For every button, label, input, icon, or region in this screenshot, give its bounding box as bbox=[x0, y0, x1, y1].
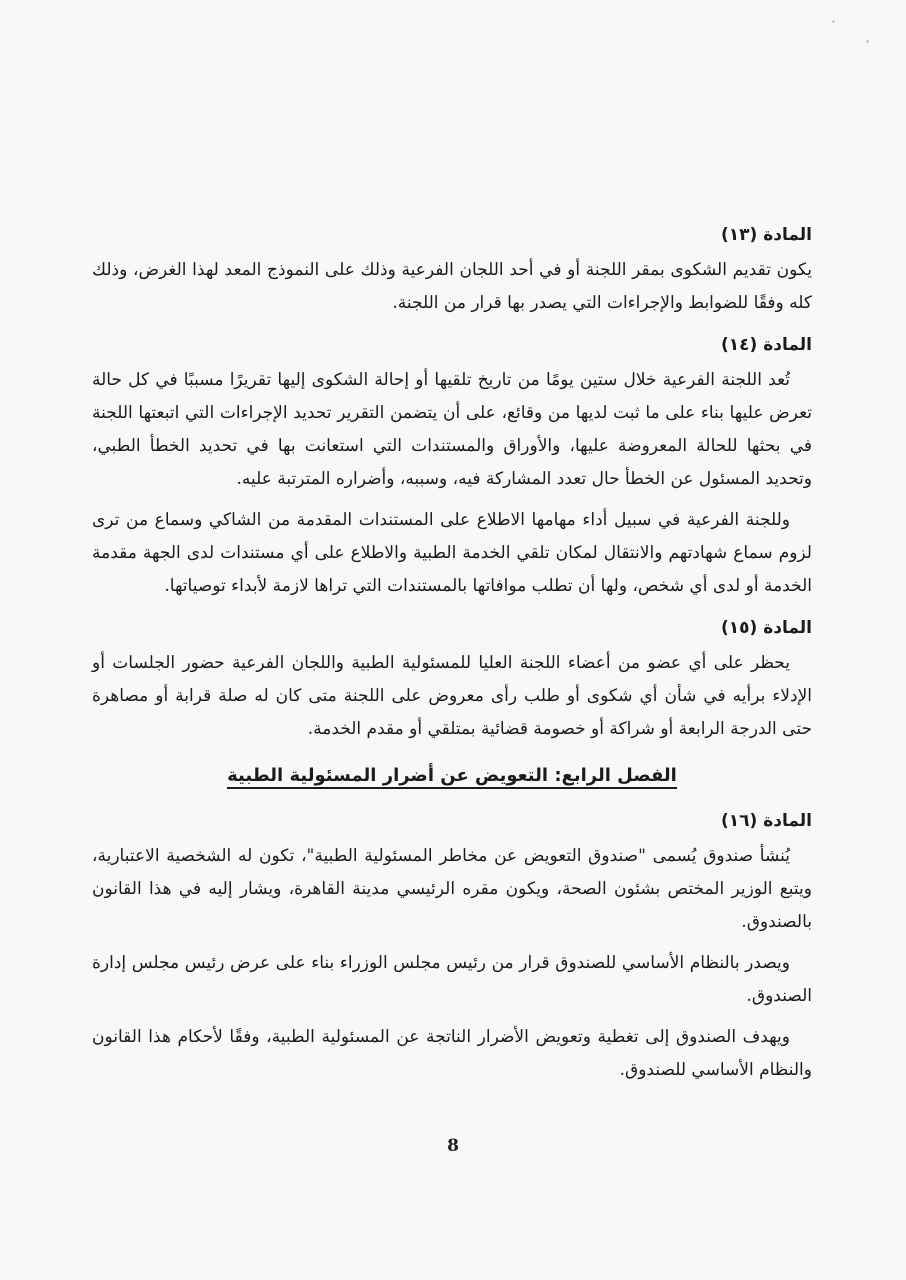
article-15 bbox=[92, 615, 812, 746]
scan-speck bbox=[866, 40, 869, 43]
article-paragraph: ويهدف الصندوق إلى تغطية وتعويض الأضرار الناتجة عن المسئولية الطبية، وفقًا لأحكام هذا القانون والنظام الأساسي للصندوق. bbox=[92, 1027, 812, 1080]
article-heading: المادة (١٤) bbox=[721, 335, 812, 355]
scan-speck bbox=[832, 20, 835, 23]
article-paragraph: يكون تقديم الشكوى بمقر اللجنة أو في أحد اللجان الفرعية وذلك على النموذج المعد لهذا الغرض، وذلك كله وفقًا للضوابط والإجراءات التي يصدر بها قرار من اللجنة. bbox=[92, 260, 812, 313]
article-paragraph: وللجنة الفرعية في سبيل أداء مهامها الاطلاع على المستندات المقدمة من الشاكي وسماع من ترى لزوم سماع شهادتهم والانتقال لمكان تلقي الخدمة الطبية والاطلاع على أي مستندات لدى الجهة مقدمة الخدمة أو لدى أي شخص، ولها أن تطلب موافاتها بالمستندات التي تراها لازمة لأبداء توصياتها. bbox=[92, 510, 812, 596]
page-number: 8 bbox=[447, 1136, 459, 1156]
article-14 bbox=[92, 332, 812, 603]
article-paragraph: ويصدر بالنظام الأساسي للصندوق قرار من رئيس مجلس الوزراء بناء على عرض رئيس مجلس إدارة الصندوق. bbox=[92, 953, 812, 1006]
chapter-heading bbox=[92, 762, 812, 790]
article-paragraph: تُعد اللجنة الفرعية خلال ستين يومًا من تاريخ تلقيها أو إحالة الشكوى إليها تقريرًا مسببًا في كل حالة تعرض عليها بناء على ما ثبت لديها من وقائع، على أن يتضمن التقرير تحديد الإجراءات التي اتبعتها اللجنة في بحثها للحالة المعروضة عليها، والأوراق والمستندات التي استعانت بها في تحديد الخطأ الطبي، وتحديد المسئول عن الخطأ حال تعدد المشاركة فيه، وسببه، وأضراره المترتبة عليه. bbox=[92, 370, 812, 489]
article-paragraph: يُنشأ صندوق يُسمى "صندوق التعويض عن مخاطر المسئولية الطبية"، تكون له الشخصية الاعتبارية، ويتبع الوزير المختص بشئون الصحة، ويكون مقره الرئيسي مدينة القاهرة، ويشار إليه في هذا القانون بالصندوق. bbox=[92, 846, 812, 932]
article-16 bbox=[92, 808, 812, 1087]
document-body bbox=[92, 222, 812, 1087]
article-paragraph: يحظر على أي عضو من أعضاء اللجنة العليا للمسئولية الطبية واللجان الفرعية حضور الجلسات أو الإدلاء برأيه في شأن أي شكوى أو طلب رأى معروض على اللجنة متى كان له صلة قرابة أو مصاهرة حتى الدرجة الرابعة أو شراكة أو خصومة قضائية بمتلقي أو مقدم الخدمة. bbox=[92, 653, 812, 739]
chapter-title: التعويض عن أضرار المسئولية الطبية bbox=[227, 765, 549, 786]
chapter-title-underline bbox=[227, 765, 677, 789]
article-heading: المادة (١٣) bbox=[721, 225, 812, 245]
article-13 bbox=[92, 222, 812, 320]
article-heading: المادة (١٥) bbox=[721, 618, 812, 638]
article-heading: المادة (١٦) bbox=[721, 811, 812, 831]
chapter-prefix: الفصل الرابع: bbox=[554, 765, 677, 786]
